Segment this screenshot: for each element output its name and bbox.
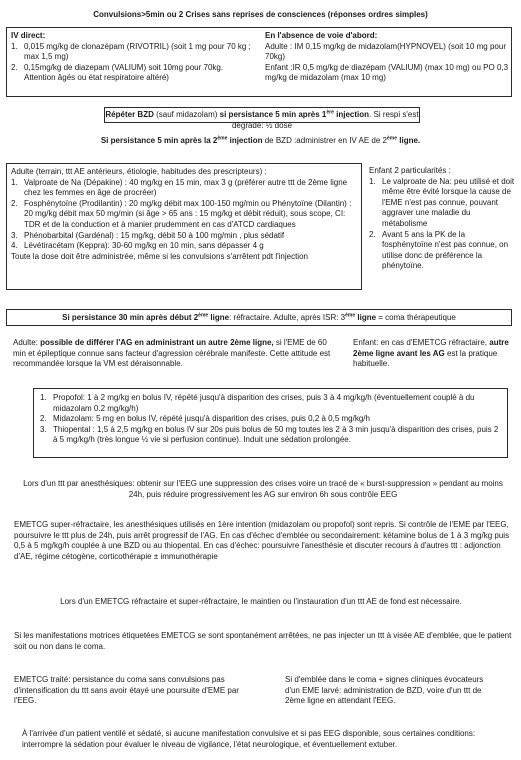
adult-delay-bold: possible de différer l'AG en administrant un autre 2ème ligne, [40, 338, 274, 347]
treated-emetcg-paragraph: EMETCG traité: persistance du coma sans convulsions pas d'intensification du ttt sans avoir étayé une poursuite d'EME par l'EEG. [14, 675, 239, 706]
repeat-text: . Si respi s'est dégradé: ½ dose [231, 110, 419, 130]
persistence-text-bold: ligne [208, 313, 230, 322]
persistence-text: de BZD :administrer en IV AE de 2 [262, 136, 388, 145]
list-item [369, 230, 515, 272]
item-text: Propofol: 1 à 2 mg/kg en bolus IV, répété jusqu'à disparition des crises, puis 3 à 4 mg/kg/h (éventuellement couplé à du midazolam 0.2 mg/kg/h) [53, 393, 475, 413]
item-text: 0,015 mg/kg de clonazépam (RIVOTRIL) (soit 1 mg pour 70 kg ; max 1,5 mg) [24, 41, 251, 62]
item-text: Fosphénytoïne (Prodilantin) : 20 mg/kg débit max 100-150 mg/min ou Phénytoïne (Dilantin) : 20 mg/kg débit max 50 mg/min (si âge > 65 ans : 15 mg/kg et débit réduit), sous scope, CI: TDR et de la conduction et à manier prudemment en cas d'ATCD cardiaques [24, 198, 352, 229]
coma-drugs-box [33, 388, 508, 458]
item-number: 3. [11, 230, 18, 240]
persistence-text-bold: injection [227, 136, 263, 145]
child-ag-bold: autre 2ème ligne avant les AG [353, 338, 509, 358]
persistence-text: : réfractaire. Adulte, après ISR: 3 [229, 313, 346, 322]
child-particularities [369, 166, 515, 272]
no-access-line: Adulte : IM 0,15 mg/kg de midazolam(HYPNOVEL) (soit 10 mg pour 70kg) [265, 41, 506, 62]
persistence-5min-line [0, 136, 521, 147]
item-number: 4. [11, 241, 18, 251]
repeat-text-bold: injection [333, 110, 370, 119]
superscript: ème [345, 312, 356, 319]
adult-delay-text: Adulte: [13, 338, 41, 347]
repeat-text-bold: si persistance 5 min après 1 [219, 110, 327, 119]
adult-delay-ag [13, 338, 338, 370]
superscript: ère [326, 109, 334, 116]
persistence-text-bold: Si persistance 5 min après la 2 [100, 136, 218, 145]
item-text: Midazolam: 5 mg en bolus IV, répété jusqu'à disparition des crises, puis 0,2 à 0,5 mg/kg/h [53, 414, 370, 424]
persistence-text-bold: Si persistance 30 min après début 2 [62, 313, 199, 322]
adult-footer: Toute la dose doit être administrée, même si les convulsions s'arrêtent pdt l'injection [11, 251, 308, 261]
list-item [11, 199, 357, 231]
item-number: 2. [11, 62, 18, 72]
item-number: 2. [369, 229, 376, 239]
adult-delay-text: si l'EME de 60 min et épileptique connue sans facteur d'agression cérébrale manifeste. Cette attitude est recommandée lorsque la VM est déraisonnable. [13, 338, 331, 369]
item-text: Valproate de Na (Dépakine) : 40 mg/kg en 15 min, max 3 g (préférer autre ttt de 2ème ligne chez les femmes en âge de procréer) [24, 177, 348, 198]
repeat-bzd-box [104, 107, 420, 130]
list-item [11, 178, 357, 199]
item-number: 2. [11, 198, 18, 208]
coma-onset-paragraph: Si d'emblée dans le coma + signes cliniques évocateurs d'un EME larvé: administration de BZD, voire d'un ttt de 2ème ligne en attendant l'EEG. [285, 675, 484, 706]
item-number: 1. [11, 177, 18, 187]
manifestations-paragraph: Si les manifestations motrices étiquetées EMETCG se sont spontanément arrêtées, ne pas injecter un ttt à visée AE d'emblée, que le patient soit ou non dans le coma. [14, 631, 512, 651]
no-access-section [265, 31, 509, 84]
item-number: 1. [40, 393, 47, 402]
list-item [11, 63, 256, 84]
page-title: Convulsions>5min ou 2 Crises sans reprises de consciences (réponses ordres simples) [93, 10, 428, 19]
persistence-text-bold: ligne. [397, 136, 421, 145]
no-access-line: Enfant :IR 0,5 mg/kg de diazépam (VALIUM) (max 10 mg) ou PO 0,3 mg/kg de midazolam (max 10 mg) [265, 62, 509, 83]
no-access-heading: En l'absence de voie d'abord: [265, 31, 378, 40]
list-item [40, 393, 501, 414]
repeat-text: (sauf midazolam) [153, 110, 220, 119]
repeat-text-bold: Répéter BZD [105, 110, 154, 119]
item-number: 1. [11, 41, 18, 51]
adult-intro: Adulte (terrain, ttt AE antérieurs, étiologie, habitudes des prescripteurs) : [11, 167, 267, 176]
list-item [369, 177, 515, 230]
persistence-text-bold: ligne [355, 313, 377, 322]
superscript: ème [198, 312, 209, 319]
list-item [11, 42, 256, 63]
super-refractory-paragraph: EMETCG super-réfractaire, les anesthésiques utilisés en 1ère intention (midazolam ou propofol) sont repris. Si contrôle de l'EME par l'EEG, poursuivre le ttt plus de 24h, puis arrêt progressif de l'AG. En cas d'échec d'emblée ou secondairement: kétamine bolus de 1 à 3 mg/kg puis 0,5 à 5 mg/kg/h couplée à une BZD ou au thiopental. En cas d'échec: poursuivre l'anesthésie et discuter recours à d'autres ttt : adjonction d'AE, régime cétogène, corticothérapie ± immunothérapie [14, 520, 510, 561]
item-text: Thiopental : 1,5 à 2,5 mg/kg en bolus IV sur 20s puis bolus de 50 mg toutes les 2 à 3 min jusqu'à disparition des crises, puis 2 à 5 mg/kg/h (très longue ½ vie si perfusion continue). Induit une sédation prolongée. [53, 424, 499, 445]
child-intro: Enfant 2 particularités : [369, 166, 451, 175]
item-text: 0,15mg/kg de diazepam (VALIUM) soit 10mg pour 70kg. Attention âgés ou état respiratoire altéré) [24, 62, 224, 83]
first-line-box [6, 27, 512, 97]
item-number: 3. [40, 424, 47, 434]
item-number: 2. [40, 414, 47, 424]
item-number: 1. [369, 176, 376, 186]
list-item [11, 231, 357, 242]
iv-direct-heading: IV direct: [11, 31, 46, 40]
item-text: Phénobarbital (Gardénal) : 15 mg/kg, débit 50 à 100 mg/min , plus sédatif [24, 230, 285, 240]
persistence-text: = coma thérapeutique [376, 313, 456, 322]
second-line-adult-box [6, 163, 362, 290]
anesthetic-paragraph: Lors d'un ttt par anesthésiques: obtenir sur l'EEG une suppression des crises voire un tracé de « burst-suppression » pendant au moins 24h, puis réduire progressivement les AG sur environ 6h sous contrôle EEG [23, 479, 503, 499]
iv-direct-section [11, 31, 256, 84]
arrival-paragraph: À l'arrivée d'un patient ventilé et sédaté, si aucune manifestation convulsive et si pas EEG disponible, sous certaines conditions: interrompre la sédation pour évaluer le niveau de vigilance, l'état neurologique, et éventuellement extuber. [22, 729, 476, 749]
list-item [11, 241, 357, 252]
item-text: Le valproate de Na: peu utilisé et doit même être évité lorsque la cause de l'EME n'est pas connue, pouvant aggraver une maladie du métabolisme [382, 176, 515, 228]
item-text: Lévétiracétam (Keppra): 30-60 mg/kg en 10 min, sans dépasser 4 g [24, 241, 264, 251]
list-item [40, 425, 501, 446]
item-text: Avant 5 ans la PK de la fosphénytoïne n'est pas connue, on utilise donc de préférence la phénytoïne. [382, 229, 509, 271]
superscript: ème [217, 135, 228, 142]
child-ag [353, 338, 515, 370]
superscript: ème [387, 135, 398, 142]
maintenance-paragraph: Lors d'un EMETCG réfractaire et super-réfractaire, le maintien ou l'instauration d'un ttt AE de fond est nécessaire. [60, 597, 462, 606]
persistence-30min-box [6, 309, 512, 326]
child-ag-text: Enfant: en cas d'EMETCG réfractaire, [353, 338, 490, 347]
child-ag-text: est la pratique habituelle. [353, 348, 498, 369]
list-item [40, 414, 501, 425]
